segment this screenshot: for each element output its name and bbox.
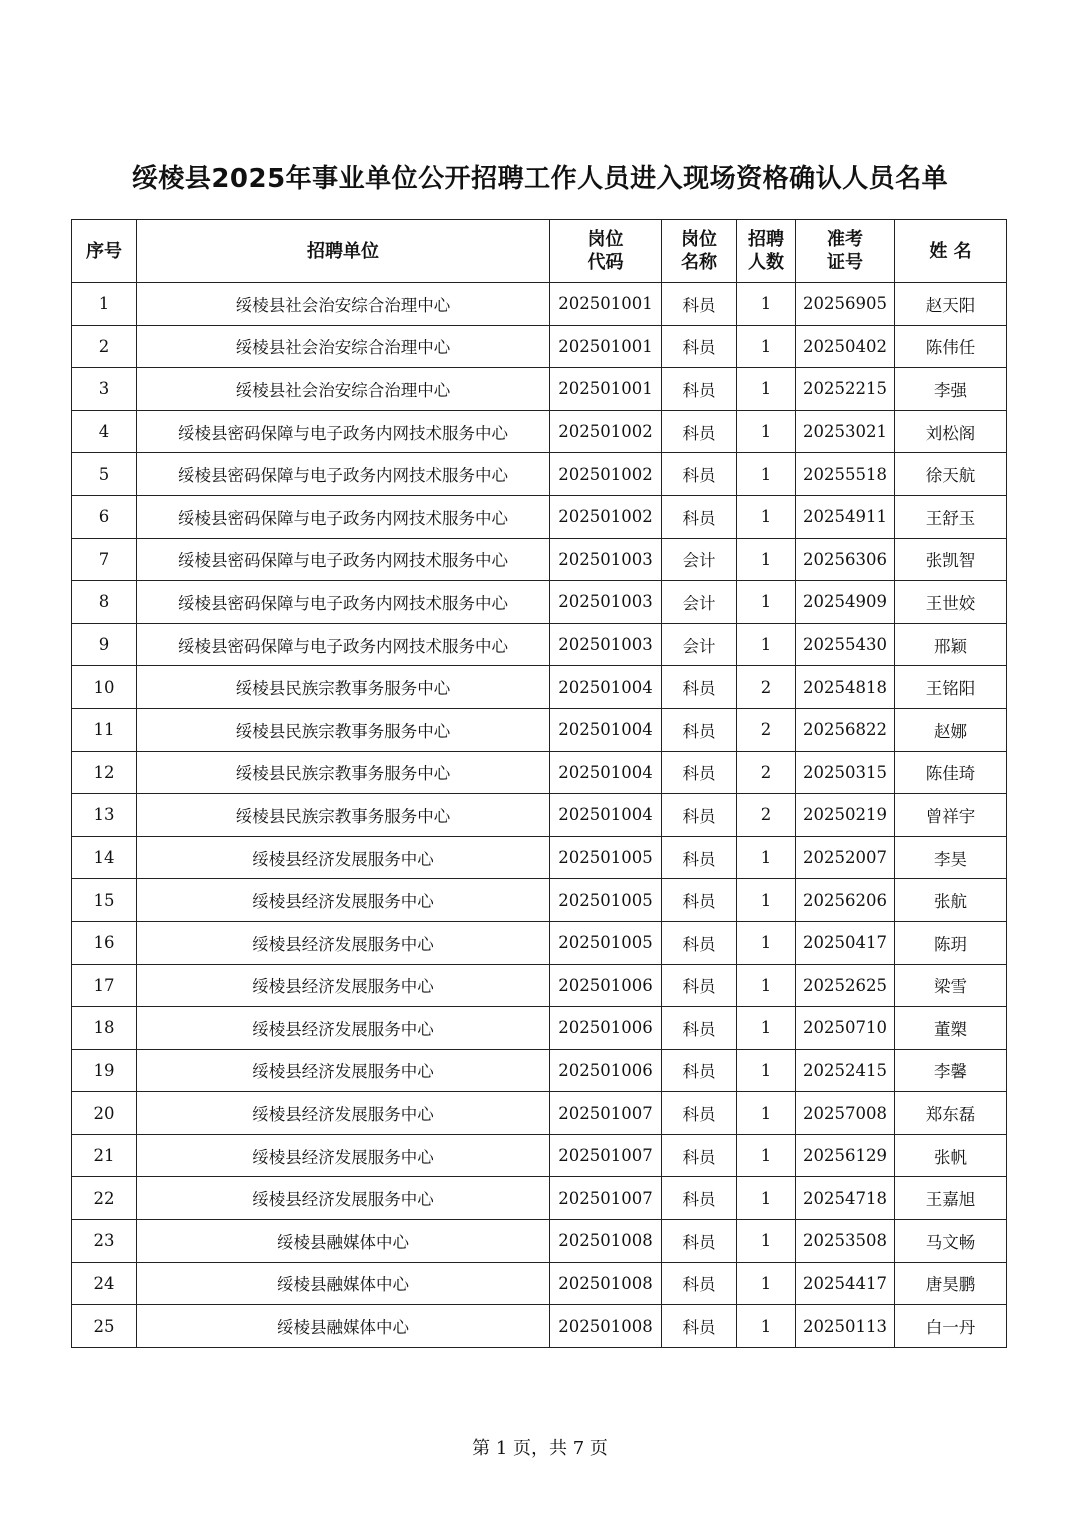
cell-hire-count: 2	[737, 794, 796, 837]
cell-name: 张凯智	[895, 538, 1007, 581]
cell-hire-count: 1	[737, 538, 796, 581]
table-row	[72, 1262, 1007, 1305]
cell-post-name: 科员	[662, 325, 737, 368]
cell-post-code: 202501008	[550, 1220, 662, 1263]
table-row	[72, 964, 1007, 1007]
cell-ticket-number: 20256129	[796, 1134, 895, 1177]
cell-name: 赵娜	[895, 708, 1007, 751]
cell-seq: 23	[72, 1220, 137, 1263]
cell-post-code: 202501006	[550, 1049, 662, 1092]
cell-post-name: 科员	[662, 964, 737, 1007]
cell-post-code: 202501003	[550, 581, 662, 624]
cell-seq: 10	[72, 666, 137, 709]
cell-hire-count: 1	[737, 325, 796, 368]
cell-seq: 25	[72, 1305, 137, 1348]
cell-hire-count: 1	[737, 581, 796, 624]
cell-hire-count: 1	[737, 368, 796, 411]
cell-ticket-number: 20254911	[796, 495, 895, 538]
cell-seq: 20	[72, 1092, 137, 1135]
cell-unit: 绥棱县融媒体中心	[137, 1262, 550, 1305]
cell-unit: 绥棱县经济发展服务中心	[137, 836, 550, 879]
header-unit: 招聘单位	[137, 220, 550, 283]
cell-name: 李强	[895, 368, 1007, 411]
cell-ticket-number: 20253021	[796, 410, 895, 453]
table-row	[72, 1220, 1007, 1263]
cell-hire-count: 1	[737, 623, 796, 666]
cell-post-name: 科员	[662, 751, 737, 794]
cell-unit: 绥棱县经济发展服务中心	[137, 921, 550, 964]
cell-seq: 15	[72, 879, 137, 922]
cell-name: 徐天航	[895, 453, 1007, 496]
cell-post-name: 科员	[662, 836, 737, 879]
header-post-code-line1: 岗位	[587, 229, 624, 250]
cell-unit: 绥棱县经济发展服务中心	[137, 1177, 550, 1220]
cell-post-code: 202501002	[550, 453, 662, 496]
cell-unit: 绥棱县经济发展服务中心	[137, 1049, 550, 1092]
cell-name: 马文畅	[895, 1220, 1007, 1263]
cell-ticket-number: 20252215	[796, 368, 895, 411]
cell-unit: 绥棱县民族宗教事务服务中心	[137, 794, 550, 837]
cell-name: 刘松阁	[895, 410, 1007, 453]
cell-name: 邢颖	[895, 623, 1007, 666]
cell-post-name: 科员	[662, 410, 737, 453]
candidate-table	[71, 219, 1007, 1348]
cell-unit: 绥棱县密码保障与电子政务内网技术服务中心	[137, 453, 550, 496]
cell-post-code: 202501005	[550, 879, 662, 922]
cell-seq: 13	[72, 794, 137, 837]
table-row	[72, 538, 1007, 581]
table-row	[72, 751, 1007, 794]
table-row	[72, 794, 1007, 837]
cell-name: 张航	[895, 879, 1007, 922]
header-seq: 序号	[72, 220, 137, 283]
cell-post-code: 202501001	[550, 283, 662, 326]
cell-seq: 17	[72, 964, 137, 1007]
cell-name: 王舒玉	[895, 495, 1007, 538]
cell-seq: 16	[72, 921, 137, 964]
cell-post-name: 会计	[662, 623, 737, 666]
cell-ticket-number: 20256822	[796, 708, 895, 751]
cell-unit: 绥棱县融媒体中心	[137, 1305, 550, 1348]
cell-ticket-number: 20254818	[796, 666, 895, 709]
header-post-name	[662, 220, 737, 283]
cell-unit: 绥棱县民族宗教事务服务中心	[137, 666, 550, 709]
cell-name: 张帆	[895, 1134, 1007, 1177]
cell-unit: 绥棱县密码保障与电子政务内网技术服务中心	[137, 623, 550, 666]
cell-post-code: 202501003	[550, 623, 662, 666]
cell-ticket-number: 20255430	[796, 623, 895, 666]
header-ticket-number-line1: 准考	[827, 229, 863, 250]
cell-hire-count: 1	[737, 410, 796, 453]
cell-ticket-number: 20255518	[796, 453, 895, 496]
cell-hire-count: 1	[737, 283, 796, 326]
table-row	[72, 1049, 1007, 1092]
cell-post-name: 科员	[662, 1092, 737, 1135]
header-post-code-line2: 代码	[587, 252, 624, 273]
table-header	[72, 220, 1007, 283]
cell-seq: 6	[72, 495, 137, 538]
cell-hire-count: 1	[737, 495, 796, 538]
table-row	[72, 666, 1007, 709]
cell-hire-count: 2	[737, 666, 796, 709]
cell-post-code: 202501002	[550, 410, 662, 453]
header-name: 姓 名	[895, 220, 1007, 283]
cell-hire-count: 1	[737, 1092, 796, 1135]
cell-post-name: 科员	[662, 1305, 737, 1348]
cell-seq: 14	[72, 836, 137, 879]
cell-name: 王铭阳	[895, 666, 1007, 709]
cell-hire-count: 2	[737, 751, 796, 794]
cell-ticket-number: 20256306	[796, 538, 895, 581]
cell-ticket-number: 20250219	[796, 794, 895, 837]
cell-unit: 绥棱县密码保障与电子政务内网技术服务中心	[137, 495, 550, 538]
cell-unit: 绥棱县融媒体中心	[137, 1220, 550, 1263]
cell-ticket-number: 20250402	[796, 325, 895, 368]
cell-post-code: 202501008	[550, 1305, 662, 1348]
cell-unit: 绥棱县民族宗教事务服务中心	[137, 751, 550, 794]
cell-post-code: 202501004	[550, 751, 662, 794]
cell-seq: 19	[72, 1049, 137, 1092]
cell-post-code: 202501007	[550, 1177, 662, 1220]
cell-hire-count: 1	[737, 453, 796, 496]
cell-post-name: 科员	[662, 1177, 737, 1220]
cell-seq: 18	[72, 1007, 137, 1050]
table-row	[72, 1305, 1007, 1348]
cell-hire-count: 2	[737, 708, 796, 751]
cell-post-name: 科员	[662, 921, 737, 964]
cell-ticket-number: 20250417	[796, 921, 895, 964]
cell-post-name: 科员	[662, 368, 737, 411]
cell-ticket-number: 20252415	[796, 1049, 895, 1092]
cell-hire-count: 1	[737, 879, 796, 922]
cell-post-code: 202501007	[550, 1134, 662, 1177]
cell-post-code: 202501004	[550, 708, 662, 751]
cell-post-name: 科员	[662, 879, 737, 922]
cell-seq: 11	[72, 708, 137, 751]
cell-ticket-number: 20254909	[796, 581, 895, 624]
cell-unit: 绥棱县社会治安综合治理中心	[137, 368, 550, 411]
cell-seq: 24	[72, 1262, 137, 1305]
cell-unit: 绥棱县密码保障与电子政务内网技术服务中心	[137, 410, 550, 453]
cell-seq: 4	[72, 410, 137, 453]
cell-hire-count: 1	[737, 1007, 796, 1050]
cell-post-name: 科员	[662, 495, 737, 538]
cell-name: 赵天阳	[895, 283, 1007, 326]
candidate-table-container	[71, 219, 1006, 1348]
cell-seq: 5	[72, 453, 137, 496]
cell-unit: 绥棱县经济发展服务中心	[137, 879, 550, 922]
cell-ticket-number: 20252625	[796, 964, 895, 1007]
header-ticket-number	[796, 220, 895, 283]
cell-post-name: 科员	[662, 1134, 737, 1177]
header-post-name-line2: 名称	[681, 252, 717, 273]
cell-post-name: 科员	[662, 283, 737, 326]
table-row	[72, 1007, 1007, 1050]
cell-post-code: 202501003	[550, 538, 662, 581]
table-row	[72, 708, 1007, 751]
cell-name: 李馨	[895, 1049, 1007, 1092]
cell-post-code: 202501005	[550, 921, 662, 964]
header-post-code	[550, 220, 662, 283]
cell-ticket-number: 20250113	[796, 1305, 895, 1348]
cell-seq: 2	[72, 325, 137, 368]
cell-unit: 绥棱县经济发展服务中心	[137, 1092, 550, 1135]
header-post-name-line1: 岗位	[681, 229, 717, 250]
cell-post-code: 202501004	[550, 794, 662, 837]
table-row	[72, 879, 1007, 922]
cell-hire-count: 1	[737, 1177, 796, 1220]
cell-unit: 绥棱县密码保障与电子政务内网技术服务中心	[137, 538, 550, 581]
cell-hire-count: 1	[737, 1305, 796, 1348]
cell-seq: 7	[72, 538, 137, 581]
cell-ticket-number: 20250710	[796, 1007, 895, 1050]
cell-ticket-number: 20256206	[796, 879, 895, 922]
cell-hire-count: 1	[737, 1134, 796, 1177]
cell-post-code: 202501008	[550, 1262, 662, 1305]
cell-ticket-number: 20254718	[796, 1177, 895, 1220]
page-title: 绥棱县2025年事业单位公开招聘工作人员进入现场资格确认人员名单	[131, 164, 949, 194]
cell-hire-count: 1	[737, 921, 796, 964]
cell-post-name: 科员	[662, 708, 737, 751]
table-body	[72, 283, 1007, 1348]
cell-post-code: 202501002	[550, 495, 662, 538]
cell-post-name: 科员	[662, 1220, 737, 1263]
cell-post-name: 科员	[662, 794, 737, 837]
cell-post-code: 202501001	[550, 368, 662, 411]
cell-post-name: 科员	[662, 1049, 737, 1092]
cell-post-code: 202501005	[550, 836, 662, 879]
cell-unit: 绥棱县经济发展服务中心	[137, 964, 550, 1007]
cell-unit: 绥棱县经济发展服务中心	[137, 1007, 550, 1050]
cell-ticket-number: 20256905	[796, 283, 895, 326]
cell-ticket-number: 20253508	[796, 1220, 895, 1263]
cell-name: 曾祥宇	[895, 794, 1007, 837]
cell-unit: 绥棱县经济发展服务中心	[137, 1134, 550, 1177]
cell-unit: 绥棱县民族宗教事务服务中心	[137, 708, 550, 751]
cell-seq: 1	[72, 283, 137, 326]
table-row	[72, 921, 1007, 964]
cell-name: 唐昊鹏	[895, 1262, 1007, 1305]
table-row	[72, 368, 1007, 411]
cell-seq: 8	[72, 581, 137, 624]
page-footer: 第 1 页，共 7 页	[472, 1438, 608, 1459]
cell-post-code: 202501007	[550, 1092, 662, 1135]
cell-post-code: 202501004	[550, 666, 662, 709]
header-hire-count-line1: 招聘	[748, 229, 784, 250]
table-row	[72, 1177, 1007, 1220]
cell-name: 白一丹	[895, 1305, 1007, 1348]
table-row	[72, 410, 1007, 453]
cell-seq: 9	[72, 623, 137, 666]
cell-hire-count: 1	[737, 1049, 796, 1092]
cell-name: 王世姣	[895, 581, 1007, 624]
cell-post-name: 科员	[662, 666, 737, 709]
cell-post-name: 科员	[662, 1262, 737, 1305]
table-row	[72, 325, 1007, 368]
cell-seq: 12	[72, 751, 137, 794]
cell-post-code: 202501006	[550, 964, 662, 1007]
cell-post-name: 会计	[662, 581, 737, 624]
table-row	[72, 623, 1007, 666]
cell-post-name: 科员	[662, 1007, 737, 1050]
cell-post-name: 会计	[662, 538, 737, 581]
table-row	[72, 283, 1007, 326]
cell-post-name: 科员	[662, 453, 737, 496]
cell-unit: 绥棱县密码保障与电子政务内网技术服务中心	[137, 581, 550, 624]
table-row	[72, 453, 1007, 496]
cell-unit: 绥棱县社会治安综合治理中心	[137, 325, 550, 368]
cell-name: 陈伟任	[895, 325, 1007, 368]
header-ticket-number-line2: 证号	[827, 252, 863, 273]
cell-name: 梁雪	[895, 964, 1007, 1007]
cell-ticket-number: 20250315	[796, 751, 895, 794]
cell-name: 郑东磊	[895, 1092, 1007, 1135]
cell-post-code: 202501006	[550, 1007, 662, 1050]
cell-name: 李昊	[895, 836, 1007, 879]
cell-hire-count: 1	[737, 964, 796, 1007]
table-row	[72, 581, 1007, 624]
cell-name: 陈佳琦	[895, 751, 1007, 794]
cell-hire-count: 1	[737, 836, 796, 879]
cell-ticket-number: 20257008	[796, 1092, 895, 1135]
cell-hire-count: 1	[737, 1262, 796, 1305]
cell-name: 董槊	[895, 1007, 1007, 1050]
header-hire-count	[737, 220, 796, 283]
cell-seq: 22	[72, 1177, 137, 1220]
cell-seq: 21	[72, 1134, 137, 1177]
header-hire-count-line2: 人数	[748, 252, 784, 273]
cell-seq: 3	[72, 368, 137, 411]
cell-ticket-number: 20252007	[796, 836, 895, 879]
header-row	[72, 220, 1007, 283]
table-row	[72, 495, 1007, 538]
cell-unit: 绥棱县社会治安综合治理中心	[137, 283, 550, 326]
table-row	[72, 836, 1007, 879]
cell-name: 王嘉旭	[895, 1177, 1007, 1220]
table-row	[72, 1092, 1007, 1135]
table-row	[72, 1134, 1007, 1177]
cell-ticket-number: 20254417	[796, 1262, 895, 1305]
cell-hire-count: 1	[737, 1220, 796, 1263]
cell-post-code: 202501001	[550, 325, 662, 368]
cell-name: 陈玥	[895, 921, 1007, 964]
